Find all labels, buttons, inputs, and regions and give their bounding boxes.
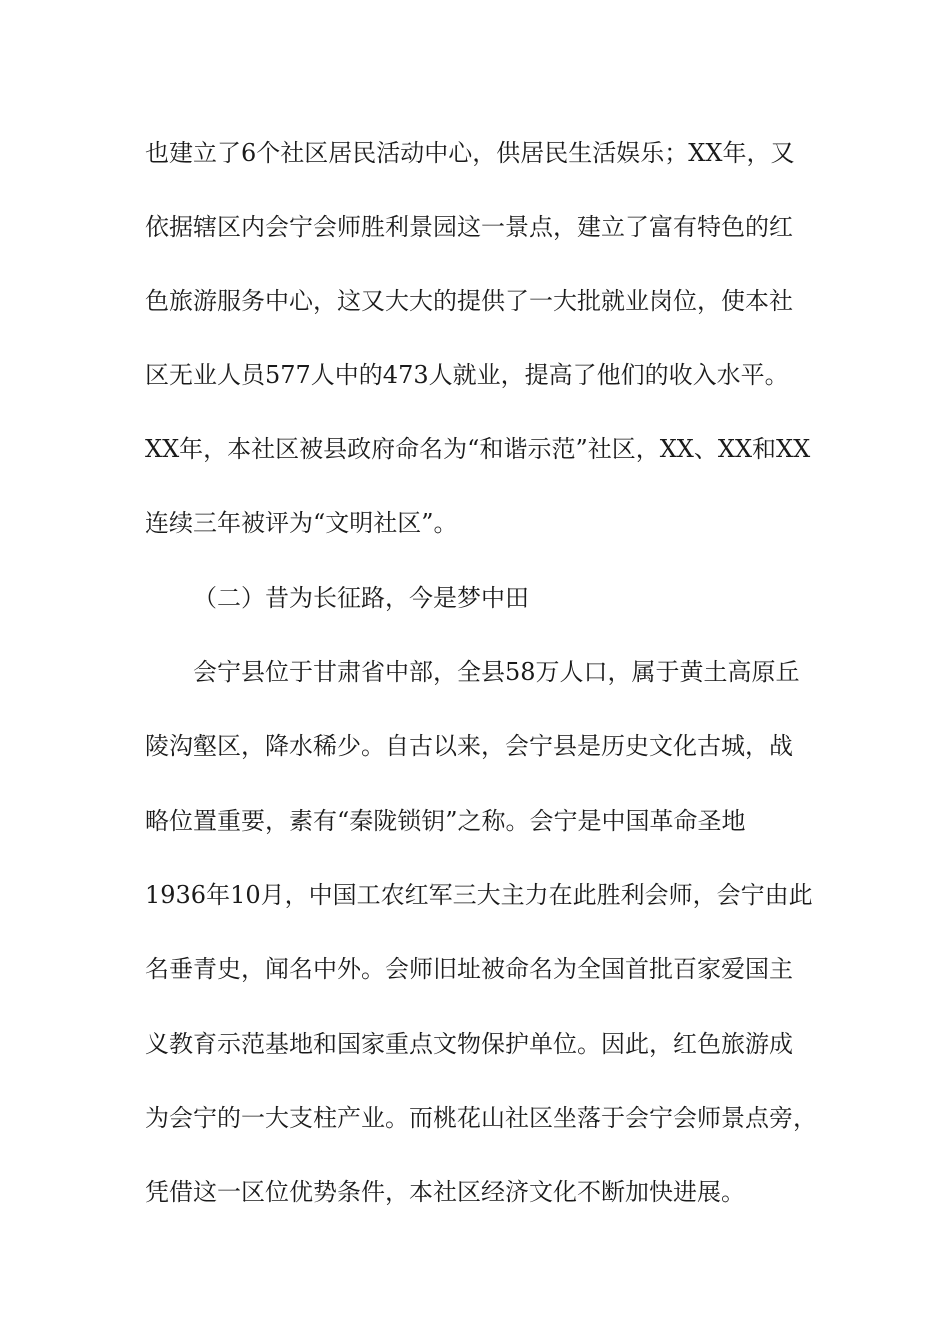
- paragraph2-line-3: 略位置重要，素有“秦陇锁钥”之称。会宁是中国革命圣地: [145, 807, 746, 835]
- paragraph1-line-2: 依据辖区内会宁会师胜利景园这一景点，建立了富有特色的红: [145, 213, 793, 241]
- paragraph1-line-1: 也建立了6个社区居民活动中心，供居民生活娱乐；XX年，又: [145, 139, 795, 167]
- paragraph2-line-5: 名垂青史，闻名中外。会师旧址被命名为全国首批百家爱国主: [145, 955, 793, 983]
- paragraph2-line-6: 义教育示范基地和国家重点文物保护单位。因此，红色旅游成: [145, 1030, 793, 1058]
- paragraph1-line-3: 色旅游服务中心，这又大大的提供了一大批就业岗位，使本社: [145, 287, 793, 315]
- paragraph2-line-1: 会宁县位于甘肃省中部，全县58万人口，属于黄土高原丘: [193, 658, 800, 686]
- paragraph2-line-4: 1936年10月，中国工农红军三大主力在此胜利会师，会宁由此: [145, 881, 813, 909]
- paragraph2-line-7: 为会宁的一大支柱产业。而桃花山社区坐落于会宁会师景点旁，: [145, 1104, 817, 1132]
- section-heading: （二）昔为长征路，今是梦中田: [193, 584, 529, 612]
- paragraph1-line-5: XX年，本社区被县政府命名为“和谐示范”社区，XX、XX和XX: [145, 435, 811, 463]
- paragraph2-line-2: 陵沟壑区，降水稀少。自古以来，会宁县是历史文化古城，战: [145, 732, 793, 760]
- paragraph1-line-6: 连续三年被评为“文明社区”。: [145, 509, 458, 537]
- paragraph2-line-8: 凭借这一区位优势条件，本社区经济文化不断加快进展。: [145, 1178, 745, 1206]
- paragraph1-line-4: 区无业人员577人中的473人就业，提高了他们的收入水平。: [145, 361, 789, 389]
